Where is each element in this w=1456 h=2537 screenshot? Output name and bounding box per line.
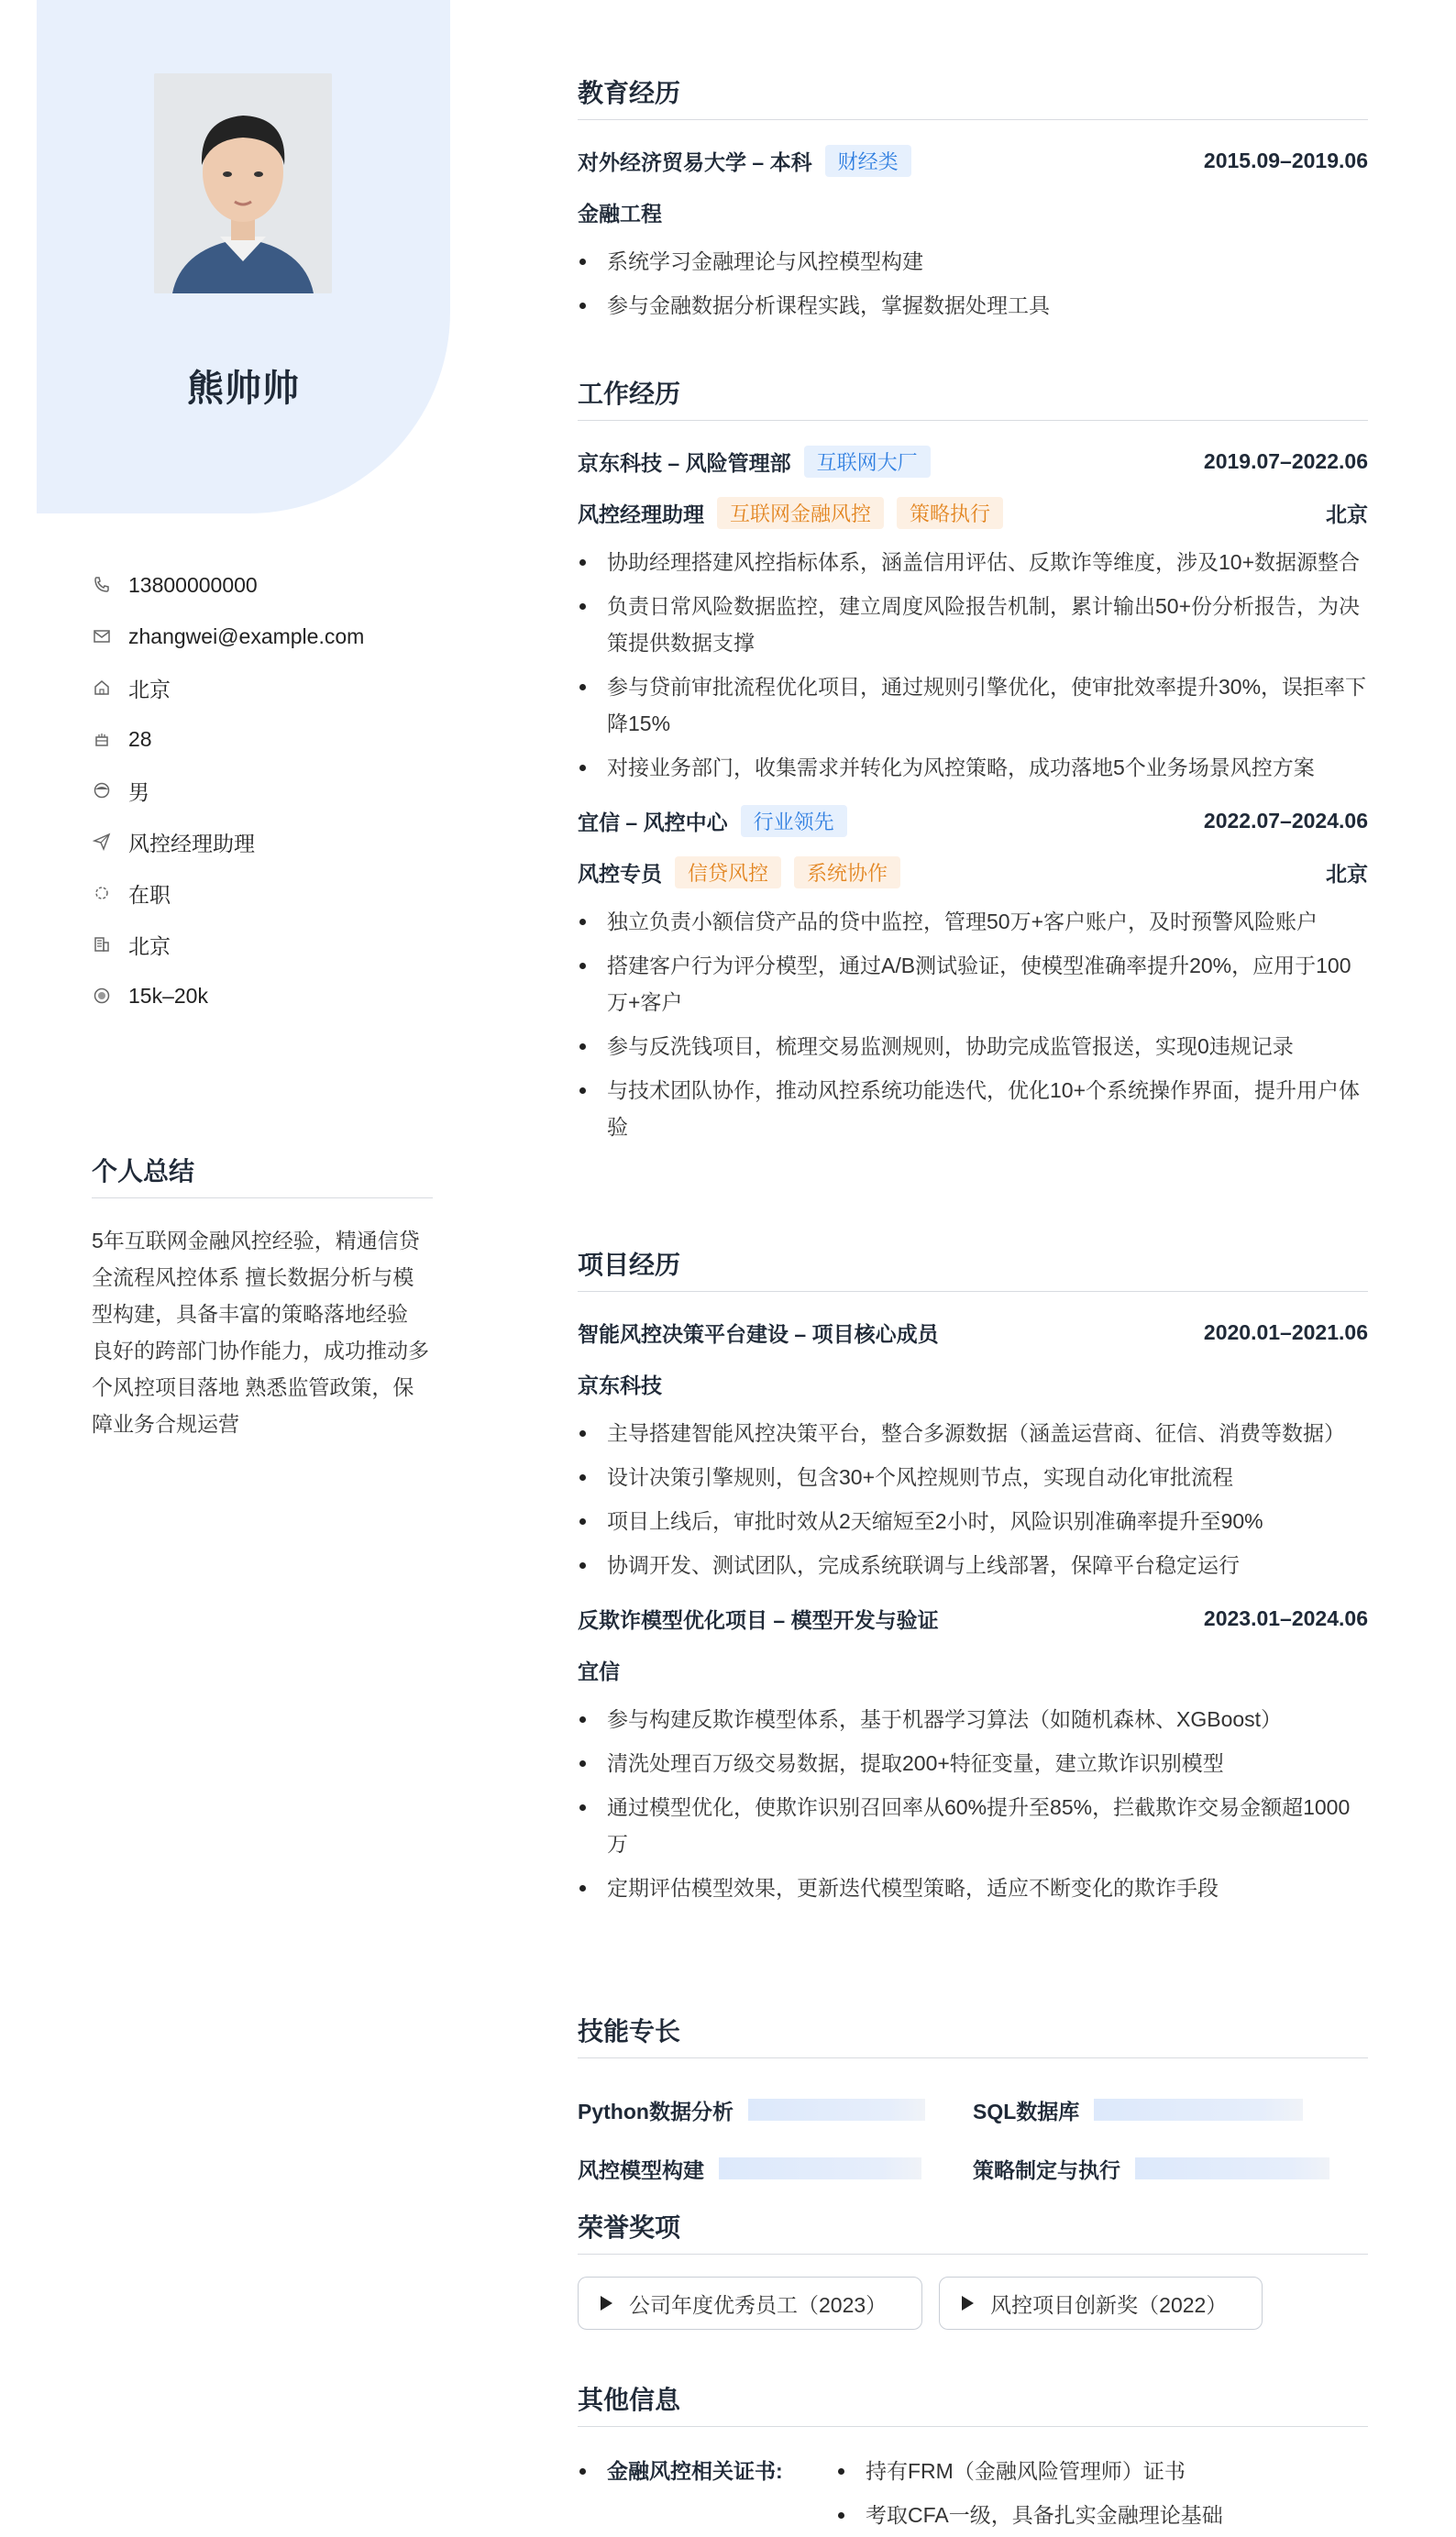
summary-text: 5年互联网金融风控经验，精通信贷全流程风控体系 擅长数据分析与模型构建，具备丰富的策略落地经验 良好的跨部门协作能力，成功推动多个风控项目落地 熟悉监管政策，保障业务合规运营 <box>92 1229 429 1436</box>
job-header <box>578 800 1368 841</box>
company-name: 京东科技 – 风险管理部 <box>578 450 791 475</box>
skill-bar <box>719 2157 921 2179</box>
awards-title: 荣誉奖项 <box>578 2208 1368 2255</box>
building-icon <box>92 934 112 954</box>
award-label: 风控项目创新奖（2022） <box>990 2292 1228 2317</box>
project-name: 反欺诈模型优化项目 – 模型开发与验证 <box>578 1607 939 1632</box>
education-title: 教育经历 <box>578 73 1368 120</box>
list-item: 与技术团队协作，推动风控系统功能迭代，优化10+个系统操作界面，提升用户体验 <box>578 1072 1368 1145</box>
skill-name: 风控模型构建 <box>578 2157 704 2182</box>
skill-name: SQL数据库 <box>973 2099 1080 2123</box>
company-name: 宜信 – 风控中心 <box>578 810 728 834</box>
other-title: 其他信息 <box>578 2380 1368 2427</box>
phone-icon <box>92 575 112 595</box>
award-item[interactable] <box>939 2277 1263 2330</box>
company-tag: 行业领先 <box>741 805 847 837</box>
job-role: 风控经理助理 <box>578 502 704 526</box>
project-header <box>578 1598 1368 1638</box>
contact-location <box>92 662 364 713</box>
list-item: 考取CFA一级，具备扎实金融理论基础 <box>836 2493 1223 2537</box>
skill-bar <box>1094 2099 1303 2121</box>
age-value: 28 <box>128 726 152 751</box>
major: 金融工程 <box>578 201 662 226</box>
work-title: 工作经历 <box>578 374 1368 421</box>
city-value: 北京 <box>128 933 171 958</box>
contact-email <box>92 611 364 662</box>
job-date: 2022.07–2024.06 <box>1203 808 1368 833</box>
list-item: 参与贷前审批流程优化项目，通过规则引擎优化，使审批效率提升30%，误拒率下降15% <box>578 668 1368 742</box>
project-org-row <box>578 1363 1368 1404</box>
skill-bar <box>1135 2157 1329 2179</box>
list-item: 定期评估模型效果，更新迭代模型策略，适应不断变化的欺诈手段 <box>578 1870 1368 1906</box>
list-item: 系统学习金融理论与风控模型构建 <box>578 243 1368 280</box>
list-item: 对接业务部门，收集需求并转化为风控策略，成功落地5个业务场景风控方案 <box>578 749 1368 786</box>
job-date: 2019.07–2022.06 <box>1203 448 1368 473</box>
major-row <box>578 192 1368 232</box>
status-value: 在职 <box>128 882 171 907</box>
role-tag: 策略执行 <box>897 497 1003 529</box>
list-item: 通过模型优化，使欺诈识别召回率从60%提升至85%，拦截欺诈交易金额超1000万 <box>578 1789 1368 1862</box>
contact-list <box>92 559 364 1021</box>
contact-city <box>92 919 364 970</box>
list-item: 参与反洗钱项目，梳理交易监测规则，协助完成监管报送，实现0违规记录 <box>578 1028 1368 1064</box>
education-bullets <box>578 243 1368 324</box>
contact-phone <box>92 559 364 611</box>
project-bullets <box>578 1415 1368 1583</box>
job-city: 北京 <box>1326 861 1368 886</box>
job-bullets <box>578 903 1368 1145</box>
certificate-label: 金融风控相关证书: <box>578 2449 836 2537</box>
email-value: zhangwei@example.com <box>128 623 365 648</box>
status-icon <box>92 883 112 903</box>
job-role: 风控专员 <box>578 861 662 886</box>
contact-salary <box>92 970 364 1021</box>
company-tag: 互联网大厂 <box>804 446 931 478</box>
mail-icon <box>92 626 112 646</box>
summary-title: 个人总结 <box>92 1152 433 1198</box>
project-header <box>578 1312 1368 1352</box>
contact-age <box>92 713 364 765</box>
list-item: 搭建客户行为评分模型，通过A/B测试验证，使模型准确率提升20%，应用于100万+客户 <box>578 947 1368 1020</box>
profile-header <box>37 0 450 513</box>
list-item: 项目上线后，审批时效从2天缩短至2小时，风险识别准确率提升至90% <box>578 1503 1368 1539</box>
skill-item <box>578 2080 973 2139</box>
list-item: 参与构建反欺诈模型体系，基于机器学习算法（如随机森林、XGBoost） <box>578 1701 1368 1737</box>
skill-item <box>578 2139 973 2198</box>
job-role-row <box>578 492 1368 533</box>
list-item: 独立负责小额信贷产品的贷中监控，管理50万+客户账户，及时预警风险账户 <box>578 903 1368 940</box>
awards-section <box>578 2208 1368 2330</box>
job-city: 北京 <box>1326 502 1368 526</box>
contact-position <box>92 816 364 867</box>
school-name: 对外经济贸易大学 – 本科 <box>578 149 812 174</box>
awards-list <box>578 2277 1368 2330</box>
project-title: 项目经历 <box>578 1245 1368 1292</box>
avatar <box>154 73 332 293</box>
project-org-row <box>578 1649 1368 1690</box>
skill-item <box>973 2080 1368 2139</box>
list-item: 协调开发、测试团队，完成系统联调与上线部署，保障平台稳定运行 <box>578 1547 1368 1583</box>
role-tag: 互联网金融风控 <box>717 497 884 529</box>
home-icon <box>92 678 112 698</box>
list-item: 主导搭建智能风控决策平台，整合多源数据（涵盖运营商、征信、消费等数据） <box>578 1415 1368 1451</box>
school-tag: 财经类 <box>825 145 911 177</box>
project-org: 宜信 <box>578 1659 620 1683</box>
other-section <box>578 2380 1368 2537</box>
contact-status <box>92 867 364 919</box>
job-header <box>578 441 1368 481</box>
project-section <box>578 1245 1368 1914</box>
project-name: 智能风控决策平台建设 – 项目核心成员 <box>578 1321 939 1346</box>
list-item: 清洗处理百万级交易数据，提取200+特征变量，建立欺诈识别模型 <box>578 1745 1368 1781</box>
salary-icon <box>92 986 112 1006</box>
salary-value: 15k–20k <box>128 983 208 1008</box>
list-item: 参与金融数据分析课程实践，掌握数据处理工具 <box>578 287 1368 324</box>
award-item[interactable] <box>578 2277 922 2330</box>
gender-icon <box>92 780 112 800</box>
education-row <box>578 140 1368 181</box>
location-value: 北京 <box>128 677 171 701</box>
list-item: 持有FRM（金融风险管理师）证书 <box>836 2449 1223 2493</box>
summary-section <box>92 1152 433 1442</box>
project-org: 京东科技 <box>578 1373 662 1397</box>
skill-bar <box>748 2099 925 2121</box>
project-bullets <box>578 1701 1368 1906</box>
sidebar <box>37 0 450 2520</box>
skills-grid <box>578 2080 1368 2198</box>
send-icon <box>92 832 112 852</box>
candidate-name: 熊帅帅 <box>187 369 300 409</box>
award-label: 公司年度优秀员工（2023） <box>629 2292 888 2317</box>
certificate-list <box>836 2449 1223 2537</box>
phone-value: 13800000000 <box>128 572 258 597</box>
age-icon <box>92 729 112 749</box>
gender-value: 男 <box>128 779 149 804</box>
role-tag: 系统协作 <box>794 856 900 888</box>
position-value: 风控经理助理 <box>128 831 255 855</box>
skill-item <box>973 2139 1368 2198</box>
list-item: 负责日常风险数据监控，建立周度风险报告机制，累计输出50+份分析报告，为决策提供数据支撑 <box>578 588 1368 661</box>
skills-title: 技能专长 <box>578 2012 1368 2058</box>
education-section <box>578 73 1368 331</box>
list-item: 协助经理搭建风控指标体系，涵盖信用评估、反欺诈等维度，涉及10+数据源整合 <box>578 544 1368 580</box>
role-tag: 信贷风控 <box>675 856 781 888</box>
play-icon <box>601 2296 612 2311</box>
project-date: 2023.01–2024.06 <box>1203 1605 1368 1630</box>
skill-name: 策略制定与执行 <box>973 2157 1120 2182</box>
skill-name: Python数据分析 <box>578 2099 734 2123</box>
other-info <box>578 2449 1368 2537</box>
project-date: 2020.01–2021.06 <box>1203 1319 1368 1344</box>
skills-section <box>578 2012 1368 2198</box>
job-bullets <box>578 544 1368 786</box>
work-section <box>578 374 1368 1153</box>
contact-gender <box>92 765 364 816</box>
list-item: 设计决策引擎规则，包含30+个风控规则节点，实现自动化审批流程 <box>578 1459 1368 1495</box>
job-role-row <box>578 852 1368 892</box>
play-icon <box>962 2296 974 2311</box>
education-date: 2015.09–2019.06 <box>1203 148 1368 172</box>
